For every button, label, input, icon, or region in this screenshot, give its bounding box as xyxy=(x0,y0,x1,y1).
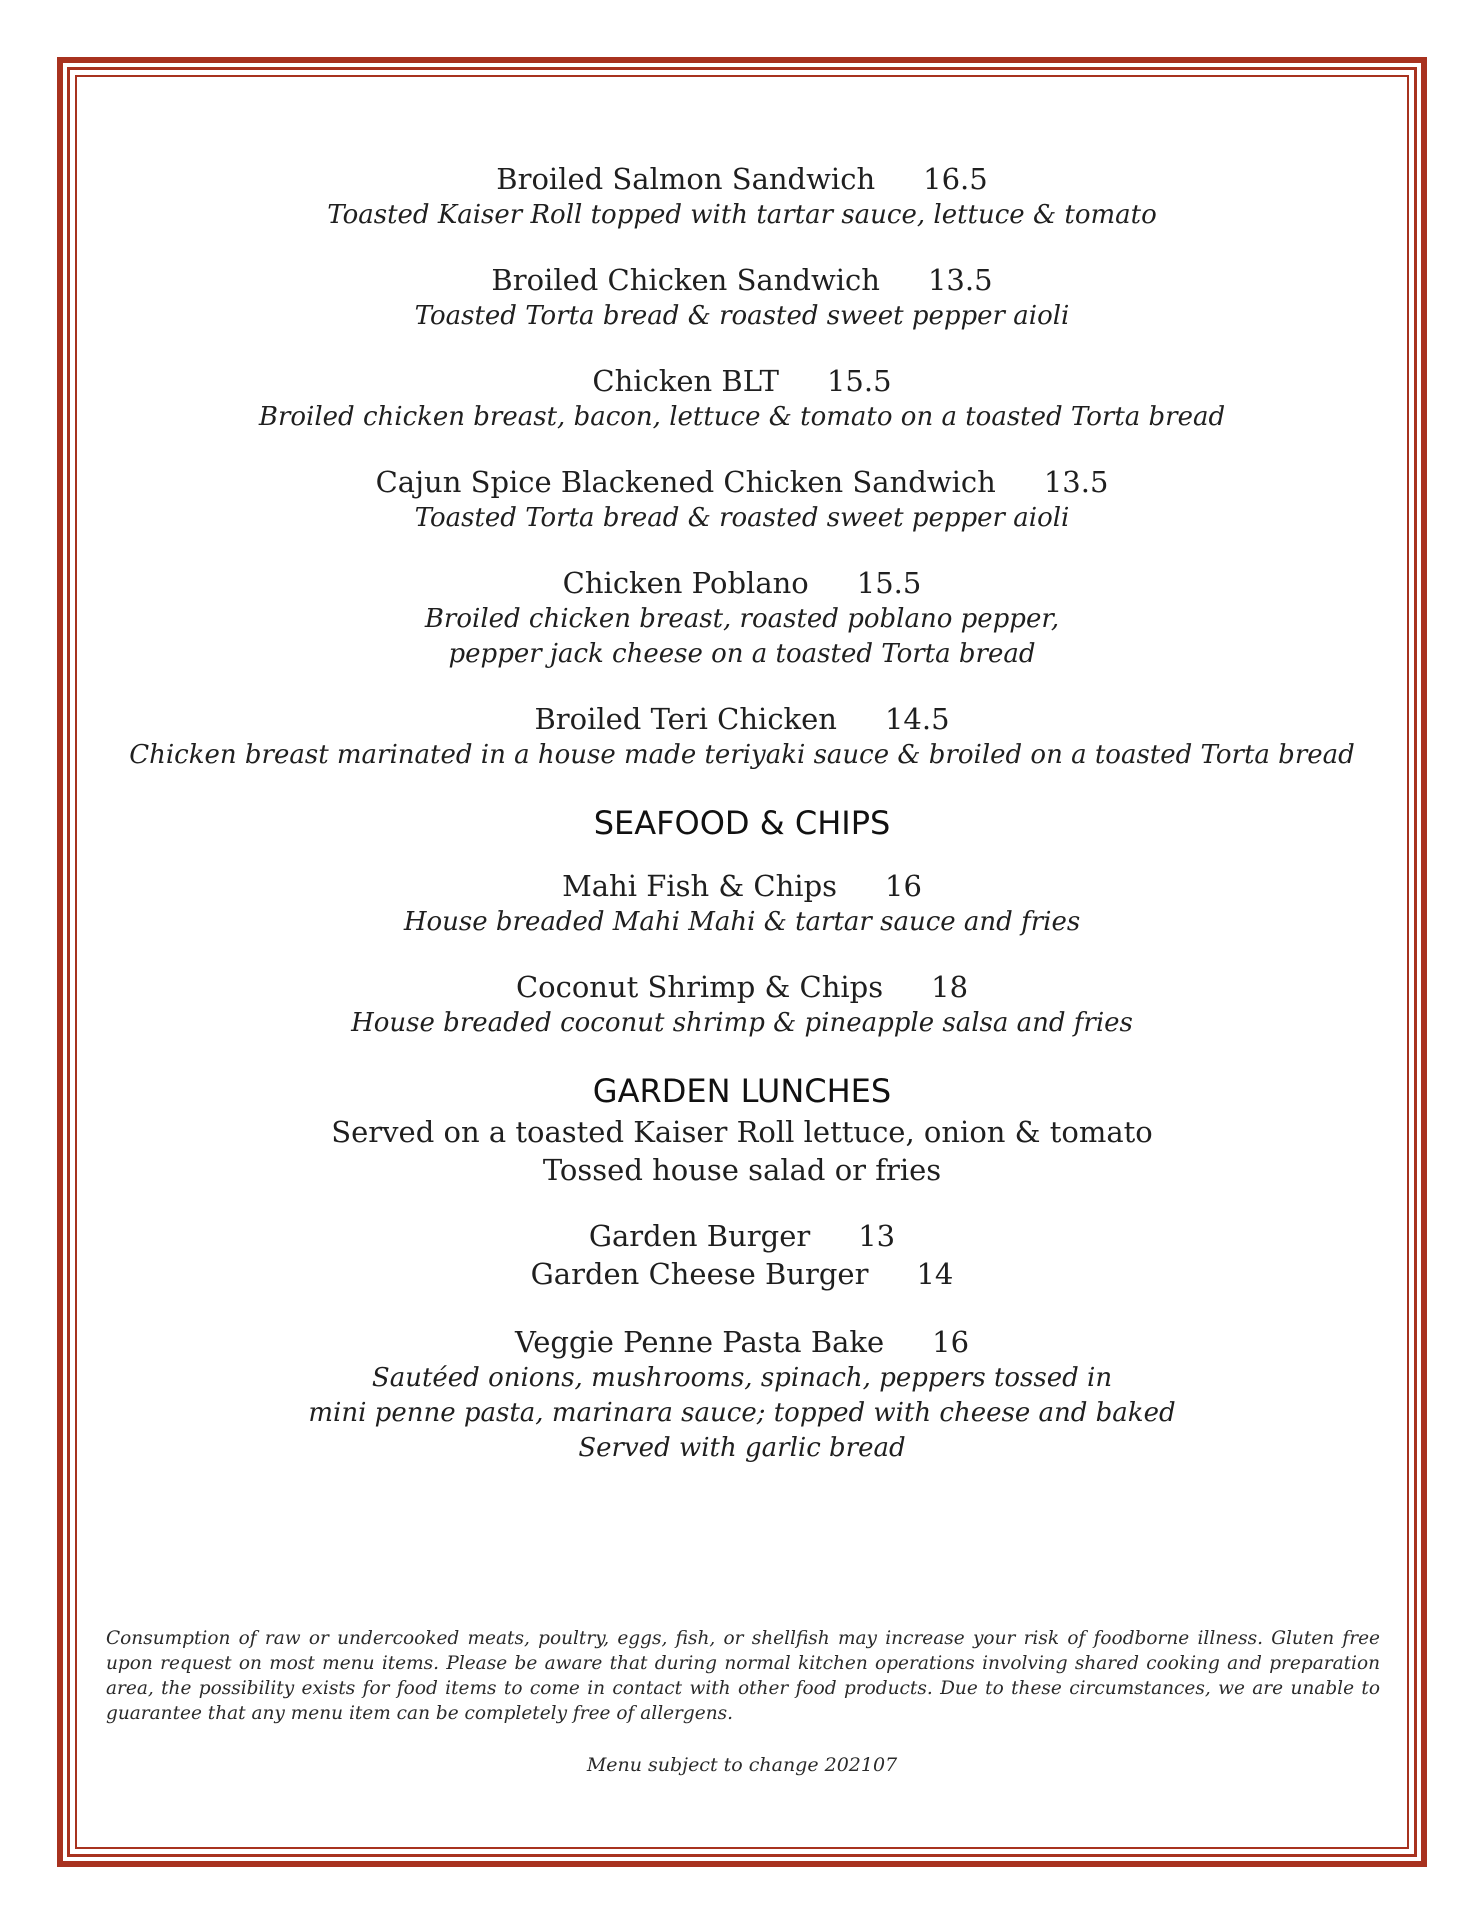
menu-item-cajun-chicken-sandwich xyxy=(95,463,1389,536)
menu-content xyxy=(95,160,1389,1494)
item-name: Chicken Poblano xyxy=(562,566,809,600)
garden-subtitle-line-1: Served on a toasted Kaiser Roll lettuce, onion & tomato xyxy=(331,1115,1153,1149)
item-title xyxy=(95,867,1389,905)
item-price: 16 xyxy=(932,1325,970,1359)
item-name: Garden Burger xyxy=(588,1219,811,1253)
menu-item-chicken-blt xyxy=(95,362,1389,435)
section-title-seafood: SEAFOOD & CHIPS xyxy=(593,804,891,842)
item-name: Mahi Fish & Chips xyxy=(562,869,838,903)
menu-item-salmon-sandwich xyxy=(95,160,1389,233)
allergen-disclaimer: Consumption of raw or undercooked meats, poultry, eggs, fish, or shellfish may increase your risk of foodborne illness. Gluten free upon request on most menu items. Please be aware that during normal kitchen operations involving shared cooking and preparation area, the possibility exists for food items to come in contact with other food products. Due to these circumstances, we are unable to guarantee that any menu item can be completely free of allergens. xyxy=(106,1628,1380,1724)
item-price: 13.5 xyxy=(927,263,993,297)
item-description: House breaded coconut shrimp & pineapple salsa and fries xyxy=(351,1008,1133,1038)
menu-item-garden-burger xyxy=(95,1217,1389,1255)
menu-item-coconut-shrimp-chips xyxy=(95,968,1389,1041)
item-title xyxy=(95,160,1389,198)
item-price: 13 xyxy=(858,1219,896,1253)
item-description-line-3: Served with garlic bread xyxy=(578,1433,906,1463)
item-description: Toasted Torta bread & roasted sweet pepper aioli xyxy=(414,301,1070,331)
item-name: Coconut Shrimp & Chips xyxy=(515,970,884,1004)
item-price: 15.5 xyxy=(856,566,922,600)
garden-subtitle xyxy=(95,1113,1389,1189)
item-title xyxy=(95,362,1389,400)
item-description: Toasted Kaiser Roll topped with tartar sauce, lettuce & tomato xyxy=(327,200,1157,230)
item-title xyxy=(95,564,1389,602)
item-title xyxy=(95,1323,1389,1361)
item-price: 14 xyxy=(916,1257,954,1291)
item-description: House breaded Mahi Mahi & tartar sauce and fries xyxy=(403,907,1081,937)
menu-item-chicken-sandwich xyxy=(95,261,1389,334)
item-description-line-2: pepper jack cheese on a toasted Torta bread xyxy=(448,639,1036,669)
menu-version-note: Menu subject to change 202107 xyxy=(586,1754,898,1776)
item-name: Veggie Penne Pasta Bake xyxy=(514,1325,885,1359)
item-title xyxy=(95,968,1389,1006)
item-description-line-1: Sautéed onions, mushrooms, spinach, peppers tossed in xyxy=(371,1363,1113,1393)
item-price: 14.5 xyxy=(884,702,950,736)
item-price: 16 xyxy=(885,869,922,903)
item-price: 15.5 xyxy=(826,364,892,398)
item-name: Broiled Teri Chicken xyxy=(534,702,837,736)
garden-subtitle-line-2: Tossed house salad or fries xyxy=(542,1153,942,1187)
item-description: Broiled chicken breast, bacon, lettuce & tomato on a toasted Torta bread xyxy=(258,402,1226,432)
item-price: 18 xyxy=(931,970,969,1004)
item-title xyxy=(95,261,1389,299)
item-name: Broiled Chicken Sandwich xyxy=(491,263,880,297)
section-title-garden: GARDEN LUNCHES xyxy=(592,1072,892,1110)
item-title xyxy=(95,463,1389,501)
menu-item-teri-chicken xyxy=(95,700,1389,773)
item-price: 13.5 xyxy=(1043,465,1109,499)
item-name: Garden Cheese Burger xyxy=(530,1257,869,1291)
menu-item-mahi-fish-chips xyxy=(95,867,1389,940)
menu-item-veggie-penne xyxy=(95,1323,1389,1466)
menu-item-chicken-poblano xyxy=(95,564,1389,672)
item-description-line-1: Broiled chicken breast, roasted poblano pepper, xyxy=(424,604,1060,634)
item-description: Toasted Torta bread & roasted sweet pepper aioli xyxy=(414,503,1070,533)
menu-item-garden-cheese-burger xyxy=(95,1255,1389,1293)
item-description-line-2: mini penne pasta, marinara sauce; topped with cheese and baked xyxy=(308,1398,1176,1428)
item-name: Broiled Salmon Sandwich xyxy=(496,162,876,196)
garden-burger-list xyxy=(95,1217,1389,1293)
item-description: Chicken breast marinated in a house made teriyaki sauce & broiled on a toasted Torta bread xyxy=(129,740,1355,770)
item-name: Cajun Spice Blackened Chicken Sandwich xyxy=(375,465,996,499)
item-price: 16.5 xyxy=(923,162,988,196)
item-title xyxy=(95,700,1389,738)
item-name: Chicken BLT xyxy=(592,364,779,398)
